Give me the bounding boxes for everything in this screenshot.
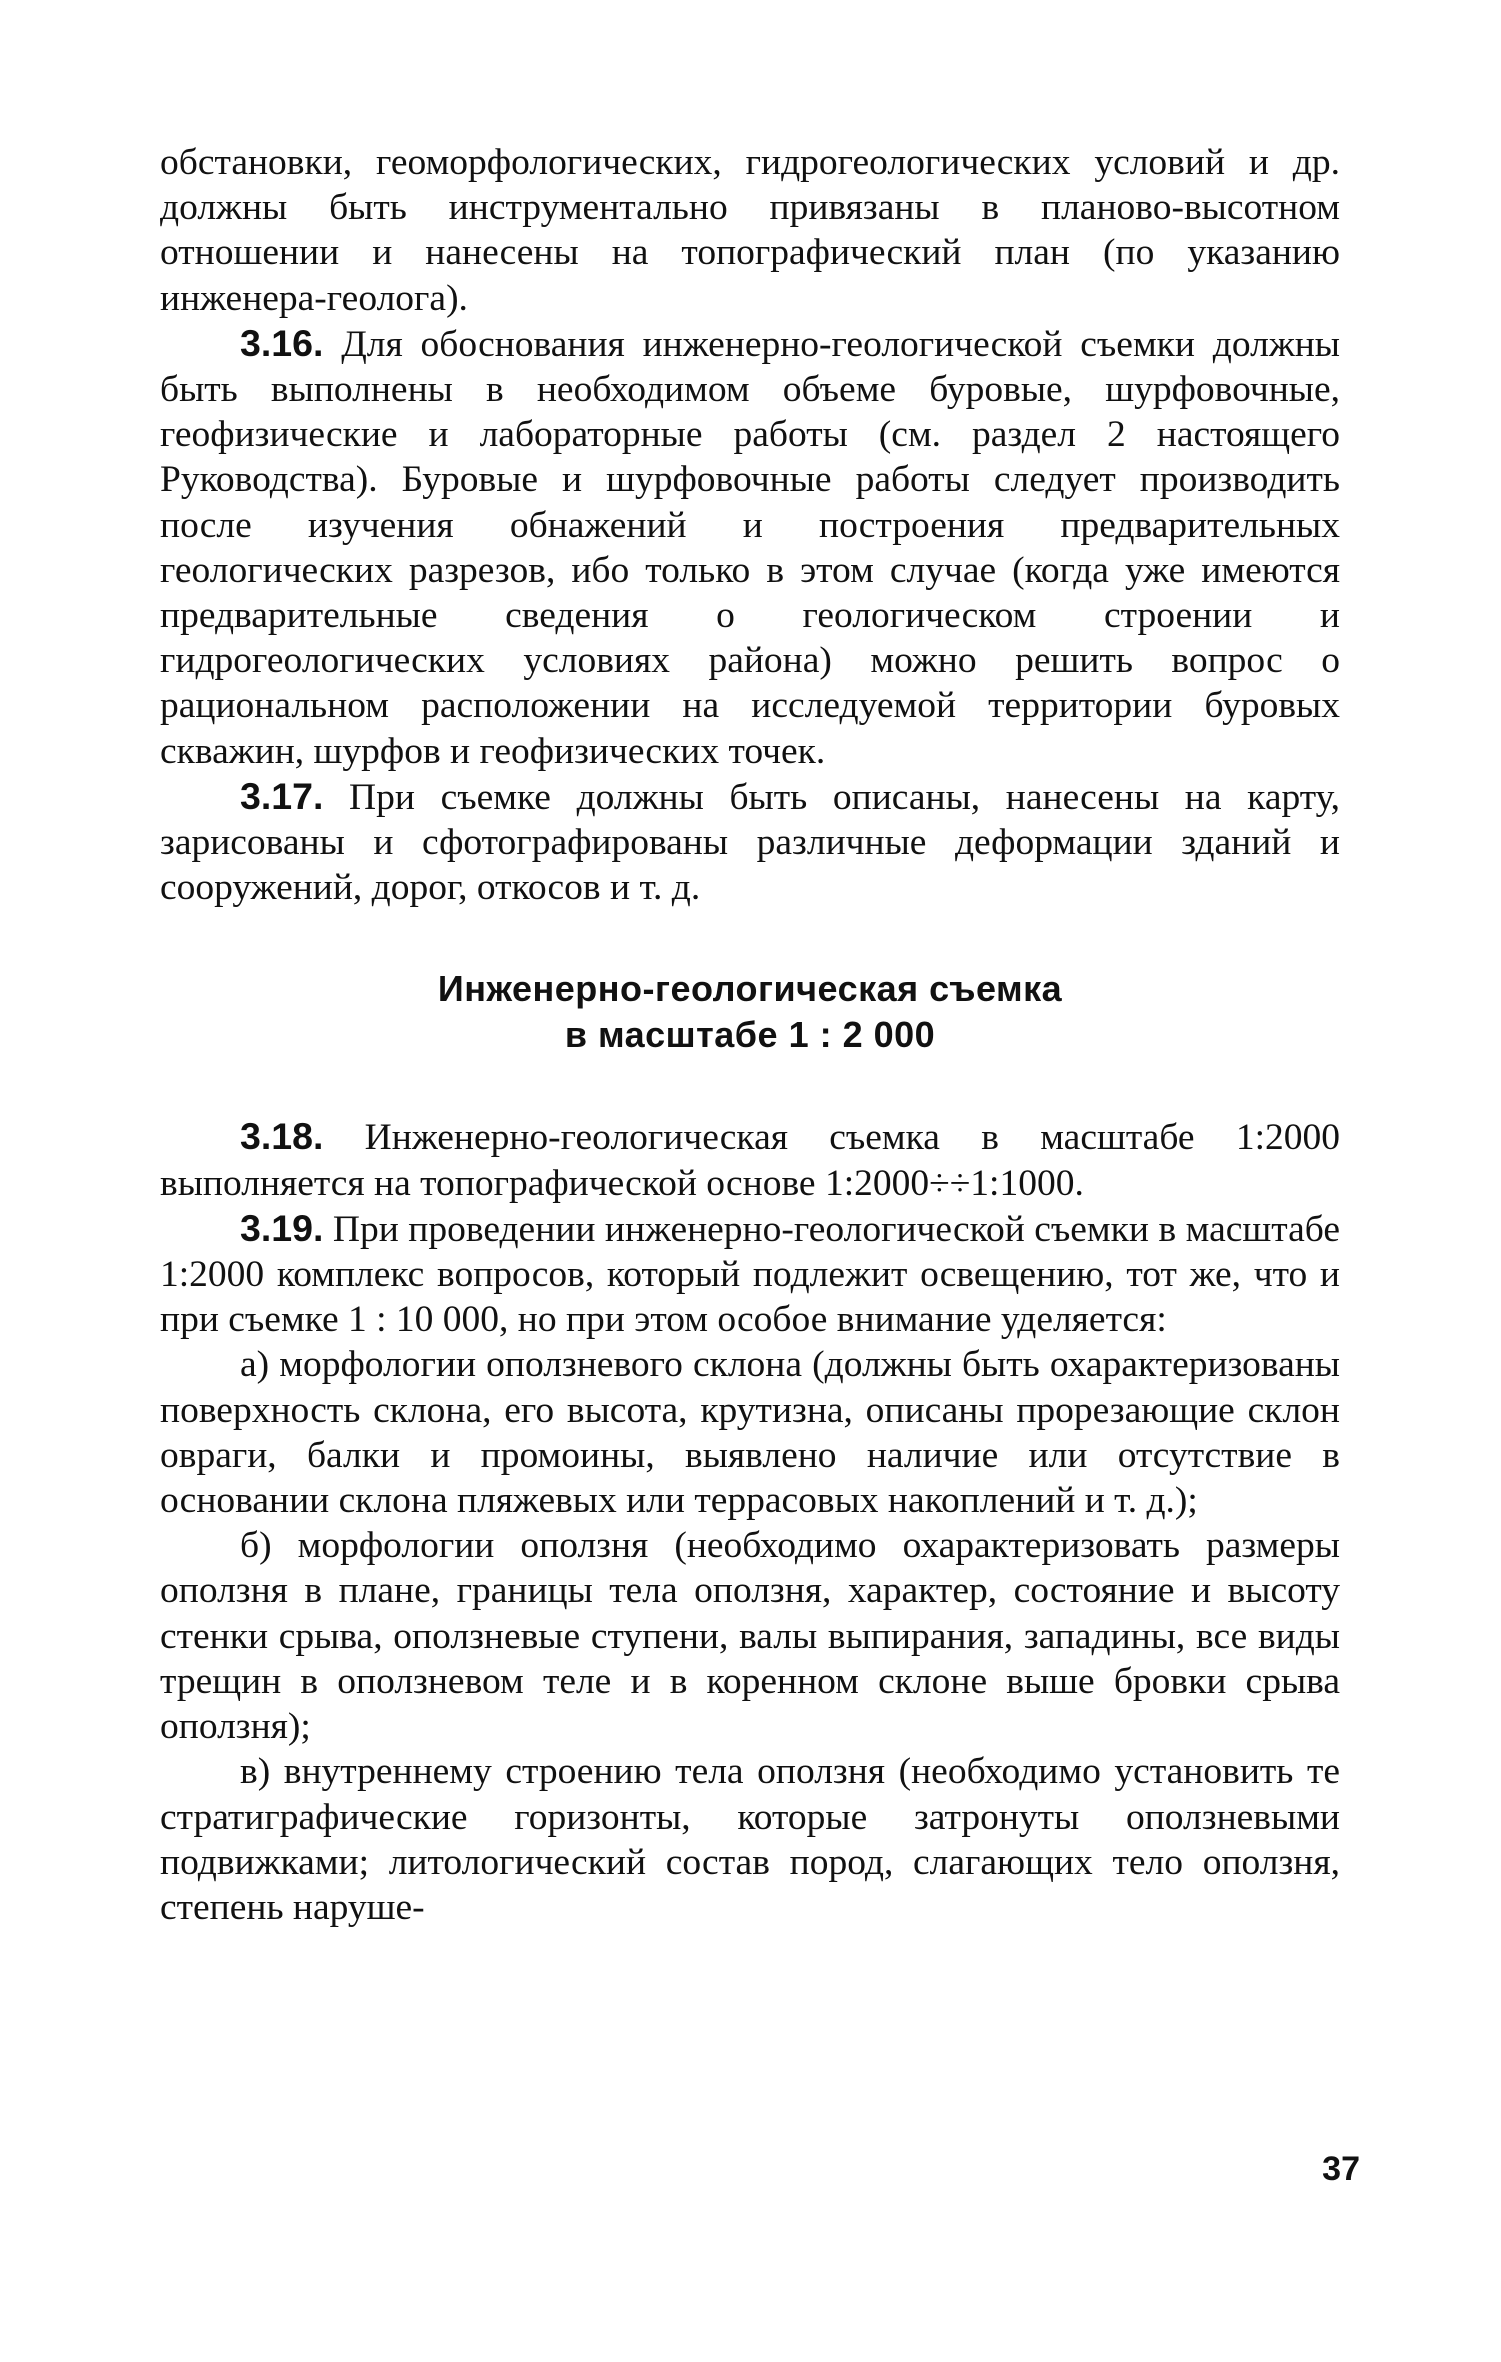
paragraph-3-19 <box>160 1206 1340 1343</box>
list-item-a: а) морфологии оползневого склона (должны быть охарактеризованы поверхность склона, его высота, крутизна, описаны прорезающие склон овраги, балки и промоины, выявлено наличие или отсутствие в основании склона пляжевых или террасовых накоплений и т. д.); <box>160 1344 1340 1522</box>
page-number: 37 <box>1322 2150 1360 2188</box>
paragraph-3-16 <box>160 321 1340 774</box>
paragraph-text: Инженерно-геологическая съемка в масштабе 1:2000 выполняется на топографической основе 1:2000÷÷1:1000. <box>160 1117 1340 1204</box>
paragraph-text: При проведении инженерно-геологической съемки в масштабе 1:2000 комплекс вопросов, который подлежит освещению, тот же, что и при съемке 1 : 10 000, но при этом особое внимание уделяется: <box>160 1208 1340 1341</box>
page-body <box>160 140 1340 1930</box>
paragraph-text: При съемке должны быть описаны, нанесены на карту, зарисованы и сфотографированы различные деформации зданий и сооружений, дорог, откосов и т. д. <box>160 776 1340 909</box>
paragraph-number: 3.17. <box>240 774 324 817</box>
paragraph-number: 3.16. <box>240 321 324 364</box>
paragraph-3-17 <box>160 774 1340 911</box>
paragraph-number: 3.18. <box>240 1115 324 1158</box>
section-heading <box>160 966 1340 1058</box>
paragraph-continuation: обстановки, геоморфологических, гидрогеологических условий и др. должны быть инструментально привязаны в планово-высотном отношении и нанесены на топографический план (по указанию инженера-геолога). <box>160 142 1340 319</box>
list-item-c: в) внутреннему строению тела оползня (необходимо установить те стратиграфические горизонты, которые затронуты оползневыми подвижками; литологический состав пород, слагающих тело оползня, степень наруше- <box>160 1751 1340 1928</box>
paragraph-text: Для обоснования инженерно-геологической съемки должны быть выполнены в необходимом объеме буровые, шурфовочные, геофизические и лабораторные работы (см. раздел 2 настоящего Руководства). Буровые и шурфовочные работы следует производить после изучения обнажений и построения предварительных геологических разрезов, ибо только в этом случае (когда уже имеются предварительные сведения о геологическом строении и гидрогеологических условиях района) можно решить вопрос о рациональном расположении на исследуемой территории буровых скважин, шурфов и геофизических точек. <box>160 323 1340 772</box>
list-item-b: б) морфологии оползня (необходимо охарактеризовать размеры оползня в плане, границы тела оползня, характер, состояние и высоту стенки срыва, оползневые ступени, валы выпирания, западины, все виды трещин в оползневом теле и в коренном склоне выше бровки срыва оползня); <box>160 1525 1340 1748</box>
paragraph-3-18 <box>160 1114 1340 1205</box>
paragraph-number: 3.19. <box>240 1206 324 1249</box>
section-heading-line-2: в масштабе 1 : 2 000 <box>564 1014 936 1056</box>
section-heading-line-1: Инженерно-геологическая съемка <box>437 968 1063 1010</box>
